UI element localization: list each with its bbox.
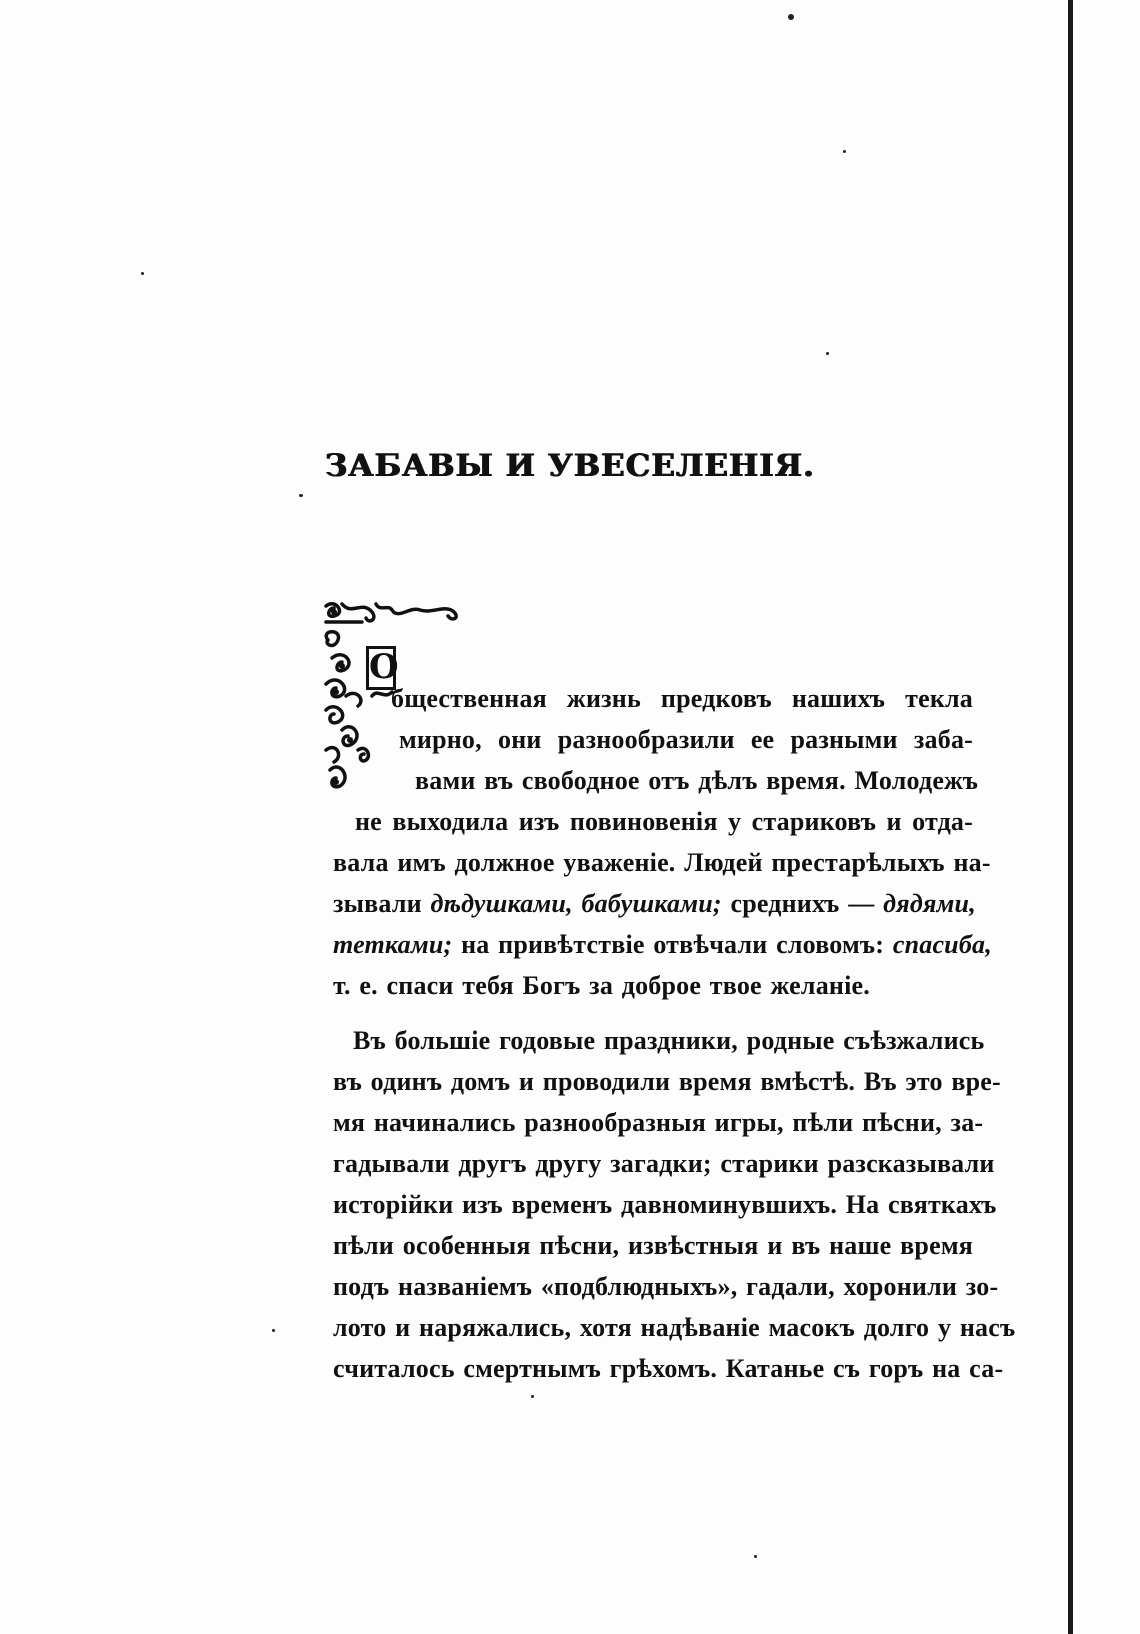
chapter-title: ЗАБАВЫ И УВЕСЕЛЕНІЯ. — [325, 448, 815, 484]
text-run: т. е. спаси тебя Богъ за доброе твое желаніе. — [333, 971, 870, 1000]
text-line: гадывали другъ другу загадки; старики разсказывали — [333, 1149, 995, 1178]
text-line — [333, 883, 976, 924]
text-run: не выходила изъ повиновенія у стариковъ и отда- — [355, 807, 973, 836]
text-run: вала имъ должное уваженіе. Людей престарѣлыхъ на- — [333, 848, 991, 877]
text-run: на привѣтствіе отвѣчали словомъ: — [452, 930, 893, 959]
print-speck — [299, 494, 303, 497]
text-run: мирно, они разнообразили ее разными заба- — [399, 725, 973, 754]
text-line — [333, 801, 973, 842]
italic-phrase: тетками; — [333, 930, 453, 959]
text-line — [333, 924, 992, 965]
text-line: Въ большіе годовые праздники, родные съѣзжались — [353, 1026, 985, 1055]
italic-phrase: спасиба, — [892, 930, 992, 959]
print-speck — [272, 1329, 275, 1332]
paragraph-2 — [333, 1020, 1016, 1389]
text-line: исторійки изъ временъ давноминувшихъ. На святкахъ — [333, 1190, 997, 1219]
text-run: бщественная жизнь предковъ нашихъ текла — [391, 684, 973, 713]
text-line — [333, 719, 973, 760]
print-speck — [531, 1395, 534, 1398]
print-speck — [843, 150, 846, 153]
text-line — [333, 842, 991, 883]
article-body — [333, 678, 1016, 1389]
italic-phrase: дѣдушками, бабушками; — [430, 889, 722, 918]
italic-phrase: дядями, — [883, 889, 976, 918]
print-speck — [754, 1555, 757, 1558]
print-speck — [826, 352, 829, 355]
paragraph-gap — [333, 1006, 973, 1020]
text-line: лото и наряжались, хотя надѣваніе масокъ долго у насъ — [333, 1313, 1016, 1342]
text-line: подъ названіемъ «подблюдныхъ», гадали, хоронили зо- — [333, 1272, 999, 1301]
text-line: пѣли особенныя пѣсни, извѣстныя и въ наше время — [333, 1231, 973, 1260]
text-run: среднихъ — — [721, 889, 884, 918]
page-edge-shadow — [1068, 0, 1073, 1634]
paragraph-1 — [333, 678, 992, 1006]
drop-cap-initial: О — [366, 646, 396, 690]
text-line: мя начинались разнообразныя игры, пѣли пѣсни, за- — [333, 1108, 984, 1137]
text-line — [333, 965, 973, 1006]
print-speck — [141, 272, 144, 275]
text-run: вами въ свободное отъ дѣлъ время. Молодежъ — [415, 766, 979, 795]
print-speck — [788, 14, 794, 20]
text-line — [333, 678, 973, 719]
text-line — [333, 760, 979, 801]
text-line: въ одинъ домъ и проводили время вмѣстѣ. Въ это вре- — [333, 1067, 1001, 1096]
text-run: зывали — [333, 889, 431, 918]
text-line: считалось смертнымъ грѣхомъ. Катанье съ горъ на са- — [333, 1354, 1004, 1383]
